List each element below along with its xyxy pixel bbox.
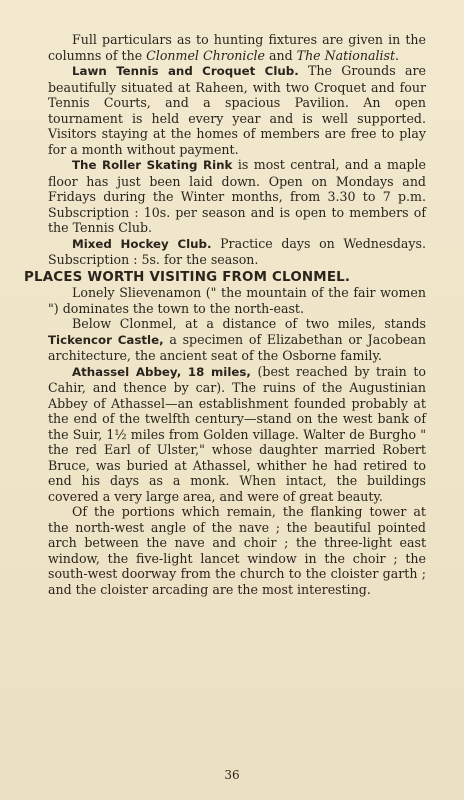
- tennis-paragraph: [48, 63, 426, 157]
- hunting-paragraph: [48, 32, 426, 63]
- place-name: Tickencor Castle,: [48, 332, 164, 347]
- tennis-text: The Grounds are beautifully situated at Raheen, with two Croquet and four Tennis Courts, and a spacious Pavilion. An open tournament is held every year and is well supported. Visitors staying at the homes of members are free to play for a month without payment.: [48, 63, 426, 157]
- page-number: 36: [224, 768, 240, 782]
- athassel-text: (best reached by train to Cahir, and thence by car). The ruins of the Augustinian Abbey of Athassel—an establishment founded probably at the end of the twelfth century—stand on the west bank of the Suir, 1½ miles from Golden village. Walter de Burgho " the red Earl of Ulster," whose daughter married Robert Bruce, was buried at Athassel, whither he had retired to end his days as a monk. When intact, the buildings covered a very large area, and were of great beauty.: [48, 363, 426, 504]
- hunting-text: Full particulars as to hunting fixtures are given in the columns of the: [48, 32, 426, 63]
- section-heading: PLACES WORTH VISITING FROM CLONMEL.: [24, 269, 351, 285]
- portions-paragraph: Of the portions which remain, the flanking tower at the north-west angle of the nave ; the beautiful pointed arch between the nave and choir ; the three-light east window, the five-light lancet window in the choir ; the south-west doorway from the church to the cloister garth ; and the cloister arcading are the most interesting.: [48, 504, 426, 597]
- tickencor-paragraph: [48, 316, 426, 364]
- page-body: [24, 32, 427, 597]
- club-name: Mixed Hockey Club.: [72, 236, 212, 251]
- slievenamon-paragraph: Lonely Slievenamon (" the mountain of the fair women ") dominates the town to the north-east.: [48, 285, 426, 316]
- newspaper-title: The Nationalist: [296, 47, 396, 63]
- newspaper-title: Clonmel Chronicle: [146, 47, 265, 63]
- place-name: Athassel Abbey, 18 miles,: [72, 364, 251, 379]
- hockey-paragraph: [48, 236, 426, 268]
- skating-text: is most central, and a maple floor has just been laid down. Open on Mondays and Fridays during the Winter months, from 3.30 to 7 p.m. Subscription : 10s. per season and is open to members of the Tennis Club.: [48, 157, 427, 235]
- hockey-text: Practice days on Wednesdays. Subscription : 5s. for the season.: [48, 235, 426, 267]
- club-name: The Roller Skating Rink: [72, 158, 233, 172]
- tickencor-text-after: a specimen of Elizabethan or Jacobean architecture, the ancient seat of the Osborne family.: [48, 331, 427, 363]
- hunting-end: .: [395, 47, 400, 63]
- athassel-paragraph: [48, 364, 426, 505]
- tickencor-text-before: Below Clonmel, at a distance of two miles, stands: [72, 316, 426, 331]
- skating-paragraph: [48, 157, 426, 236]
- club-name: Lawn Tennis and Croquet Club.: [72, 64, 299, 78]
- hunting-conjunction: and: [264, 47, 297, 63]
